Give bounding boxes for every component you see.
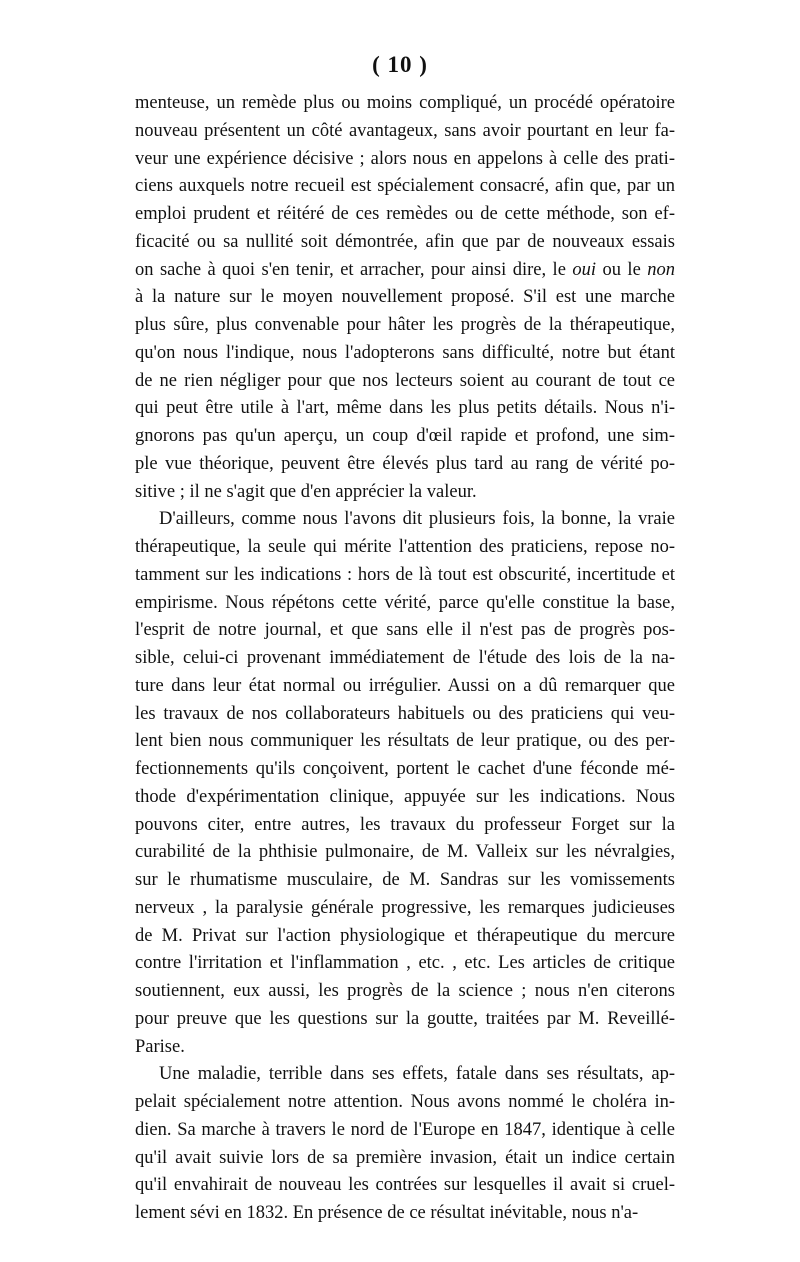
text-line: curabilité de la phthisie pulmonaire, de M. Valleix sur les névralgies, <box>135 842 675 863</box>
text-line: on sache à quoi s'en tenir, et arracher, pour ainsi dire, le oui ou le non <box>135 259 675 280</box>
text-line: ciens auxquels notre recueil est spécialement consacré, afin que, par un <box>135 176 675 197</box>
text-line: emploi prudent et réitéré de ces remèdes ou de cette méthode, son ef- <box>135 204 675 224</box>
page-number: ( 10 ) <box>372 52 428 77</box>
text-line: pelait spécialement notre attention. Nous avons nommé le choléra in- <box>135 1092 675 1112</box>
body-text <box>135 90 675 1228</box>
text-line: Parise. <box>135 1036 185 1057</box>
text-line: nouveau présentent un côté avantageux, sans avoir pourtant en leur fa- <box>135 120 675 141</box>
text-line: gnorons pas qu'un aperçu, un coup d'œil rapide et profond, une sim- <box>135 426 675 446</box>
text-line: fectionnements qu'ils conçoivent, portent le cachet d'une féconde mé- <box>135 759 675 779</box>
text-line: ple vue théorique, peuvent être élevés plus tard au rang de vérité po- <box>135 453 675 474</box>
text-line: ficacité ou sa nullité soit démontrée, afin que par de nouveaux essais <box>135 231 675 252</box>
text-line: l'esprit de notre journal, et que sans elle il n'est pas de progrès pos- <box>135 620 675 641</box>
text-line: plus sûre, plus convenable pour hâter les progrès de la thérapeutique, <box>135 315 675 335</box>
text-line: pour preuve que les questions sur la goutte, traitées par M. Reveillé- <box>135 1008 675 1029</box>
text-line: qu'il avait suivie lors de sa première invasion, était un indice certain <box>135 1147 675 1168</box>
text-line: ture dans leur état normal ou irrégulier. Aussi on a dû remarquer que <box>135 675 675 696</box>
text-line: empirisme. Nous répétons cette vérité, parce qu'elle constitue la base, <box>135 592 675 613</box>
text-line: soutiennent, eux aussi, les progrès de la science ; nous n'en citerons <box>135 981 675 1001</box>
text-line: sur le rhumatisme musculaire, de M. Sandras sur les vomissements <box>135 870 675 890</box>
text-line: qu'on nous l'indique, nous l'adopterons sans difficulté, notre but étant <box>135 342 675 363</box>
text-line: à la nature sur le moyen nouvellement proposé. S'il est une marche <box>135 287 675 308</box>
text-line: veur une expérience décisive ; alors nous en appelons à celle des prati- <box>135 148 675 169</box>
text-line: menteuse, un remède plus ou moins compliqué, un procédé opératoire <box>135 93 675 113</box>
text-line: contre l'irritation et l'inflammation , etc. , etc. Les articles de critique <box>135 953 675 974</box>
paragraph <box>135 1061 675 1228</box>
text-line: dien. Sa marche à travers le nord de l'Europe en 1847, identique à celle <box>135 1119 675 1140</box>
text-line: D'ailleurs, comme nous l'avons dit plusieurs fois, la bonne, la vraie <box>159 509 675 530</box>
text-line: de ne rien négliger pour que nos lecteurs soient au courant de tout ce <box>135 370 675 391</box>
text-line: sible, celui-ci provenant immédiatement de l'étude des lois de la na- <box>135 648 675 668</box>
paragraph <box>135 90 675 506</box>
text-line: tamment sur les indications : hors de là tout est obscurité, incertitude et <box>135 564 675 585</box>
text-line: thode d'expérimentation clinique, appuyée sur les indications. Nous <box>135 786 675 807</box>
text-line: lent bien nous communiquer les résultats de leur pratique, ou des per- <box>135 731 675 752</box>
text-line: lement sévi en 1832. En présence de ce résultat inévitable, nous n'a- <box>135 1203 639 1223</box>
paragraph <box>135 506 675 1061</box>
text-line: qui peut être utile à l'art, même dans les plus petits détails. Nous n'i- <box>135 398 675 419</box>
text-line: qu'il envahirait de nouveau les contrées sur lesquelles il avait si cruel- <box>135 1175 675 1196</box>
text-line: les travaux de nos collaborateurs habituels ou des praticiens qui veu- <box>135 703 675 724</box>
text-line: Une maladie, terrible dans ses effets, fatale dans ses résultats, ap- <box>159 1064 675 1085</box>
text-line: nerveux , la paralysie générale progressive, les remarques judicieuses <box>135 897 675 918</box>
text-line: de M. Privat sur l'action physiologique et thérapeutique du mercure <box>135 925 675 946</box>
text-line: pouvons citer, entre autres, les travaux du professeur Forget sur la <box>135 814 675 835</box>
text-line: sitive ; il ne s'agit que d'en apprécier la valeur. <box>135 481 477 502</box>
text-line: thérapeutique, la seule qui mérite l'attention des praticiens, repose no- <box>135 537 675 557</box>
